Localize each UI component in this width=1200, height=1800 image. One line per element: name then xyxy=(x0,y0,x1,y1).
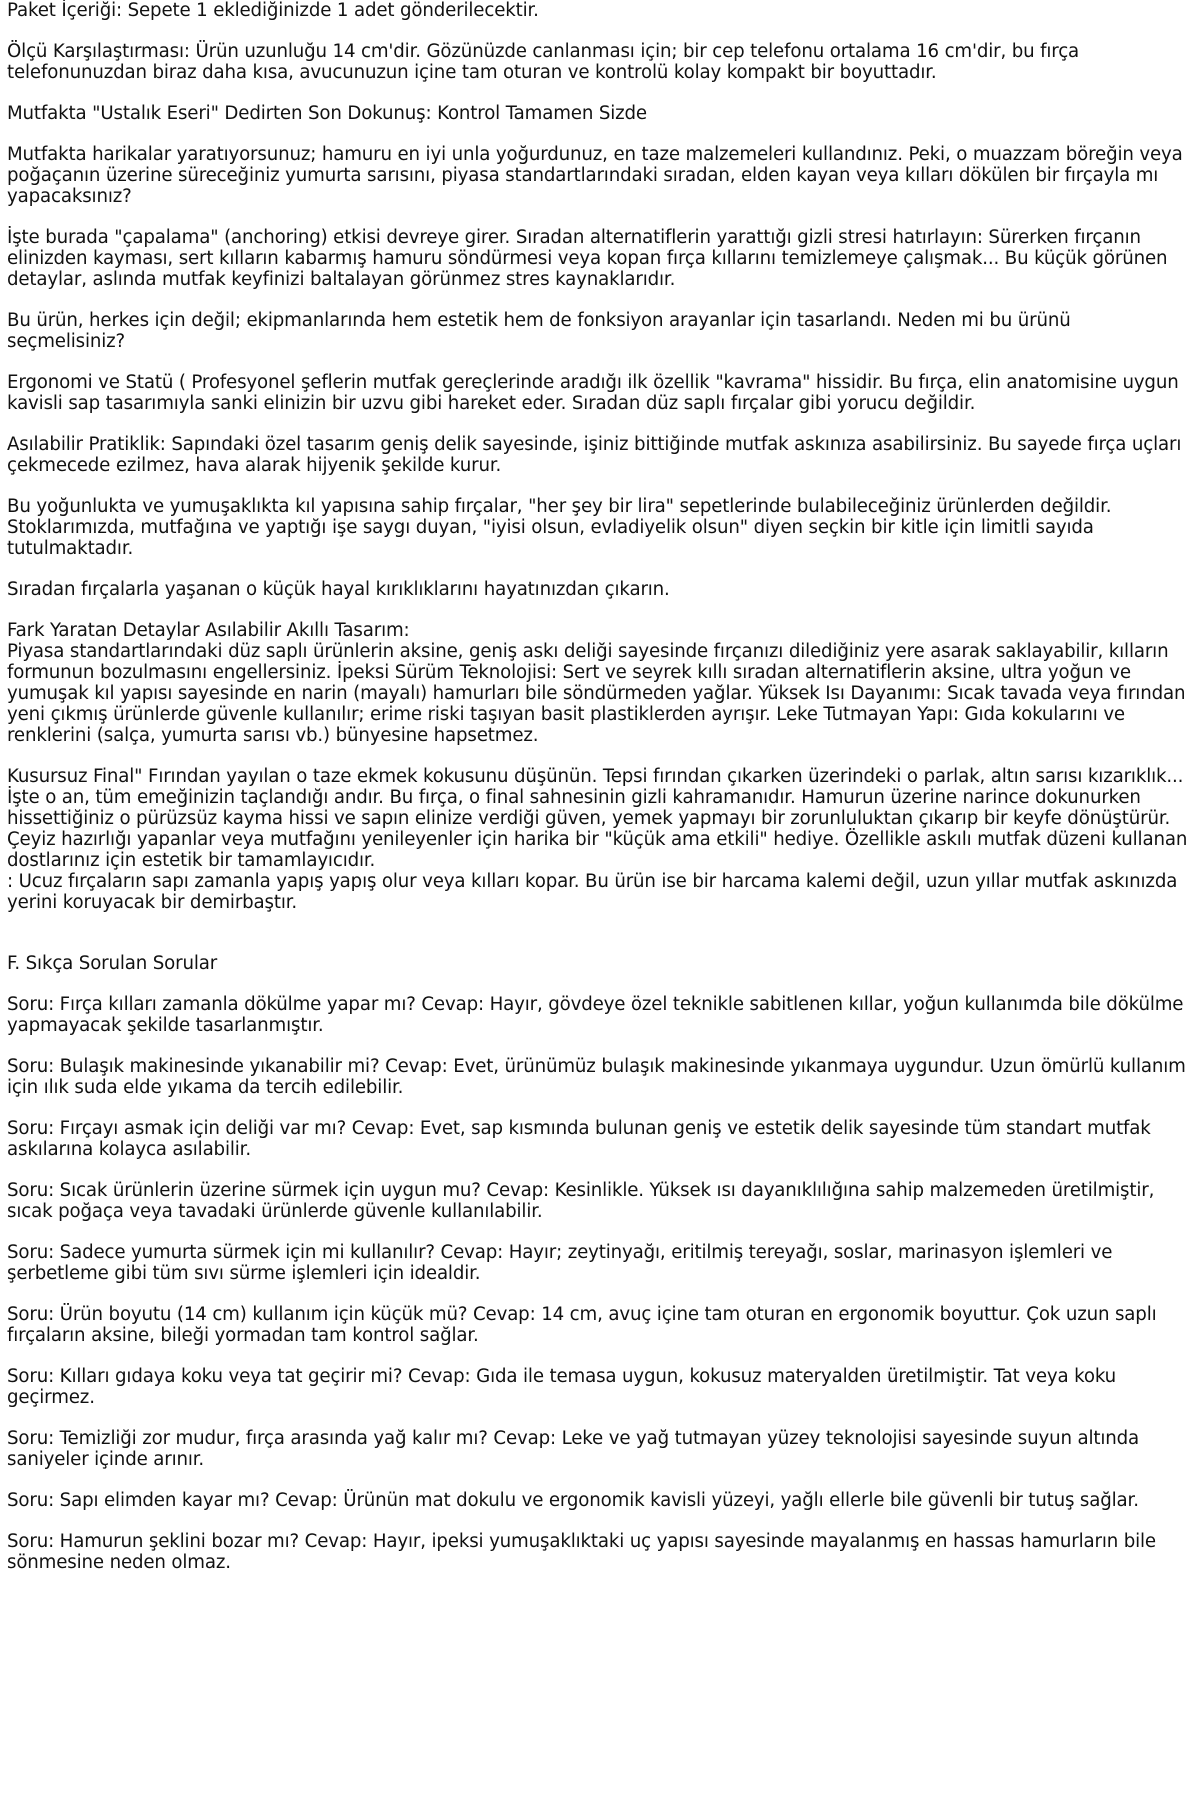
size-comparison: Ölçü Karşılaştırması: Ürün uzunluğu 14 cm'dir. Gözünüzde canlanması için; bir cep telefonu ortalama 16 cm'dir, bu fırça telefonunuzdan biraz daha kısa, avucunuzun içine tam oturan ve kontrolü kolay kompakt bir boyuttadır. xyxy=(7,41,1080,83)
paragraph-ergonomics: Ergonomi ve Statü ( Profesyonel şeflerin mutfak gereçlerinde aradığı ilk özellik "kavrama" hissidir. Bu fırça, elin anatomisine uygun kavisli sap tasarımıyla sanki elinizin bir uzvu gibi hareket eder. Sıradan düz saplı fırçalar gibi yorucu değildir. xyxy=(7,372,1179,414)
paragraph-closing: Sıradan fırçalarla yaşanan o küçük hayal kırıklıklarını hayatınızdan çıkarın. xyxy=(7,579,670,600)
details-body: Piyasa standartlarındaki düz saplı ürünlerin aksine, geniş askı deliği sayesinde fırçanızı dilediğiniz yere asarak saklayabilir, kılların formunun bozulmasını engellersiniz. İpeksi Sürüm Teknolojisi: Sert ve seyrek kıllı sıradan alternatiflerin aksine, ultra yoğun ve yumuşak kıl yapısı sayesinde en narin (mayalı) hamurları bile söndürmeden yağlar. Yüksek Isı Dayanımı: Sıcak tavada veya fırından yeni çıkmış ürünlerde güvenle kullanılır; erime riski taşıyan basit plastiklerden ayrışır. Leke Tutmayan Yapı: Gıda kokularını ve renklerini (salça, yumurta sarısı vb.) bünyesine hapsetmez. xyxy=(7,641,1186,746)
paragraph-audience: Bu ürün, herkes için değil; ekipmanlarında hem estetik hem de fonksiyon arayanlar için tasarlandı. Neden mi bu ürünü seçmelisiniz? xyxy=(7,310,1071,352)
faq-heading: F. Sıkça Sorulan Sorular xyxy=(7,953,218,974)
durability-paragraph: : Ucuz fırçaların sapı zamanla yapış yapış olur veya kılları kopar. Bu ürün ise bir harcama kalemi değil, uzun yıllar mutfak askınızda yerini koruyacak bir demirbaştır. xyxy=(7,871,1178,913)
details-heading: Fark Yaratan Detaylar Asılabilir Akıllı Tasarım: xyxy=(7,620,410,641)
faq-item: Soru: Sıcak ürünlerin üzerine sürmek için uygun mu? Cevap: Kesinlikle. Yüksek ısı dayanıklılığına sahip malzemeden üretilmiştir, sıcak poğaça veya tavadaki ürünlerde güvenle kullanılabilir. xyxy=(7,1180,1155,1222)
section-headline: Mutfakta "Ustalık Eseri" Dedirten Son Dokunuş: Kontrol Tamamen Sizde xyxy=(7,103,647,124)
faq-item: Soru: Ürün boyutu (14 cm) kullanım için küçük mü? Cevap: 14 cm, avuç içine tam oturan en ergonomik boyuttur. Çok uzun saplı fırçaların aksine, bileği yormadan tam kontrol sağlar. xyxy=(7,1304,1157,1346)
faq-item: Soru: Fırça kılları zamanla dökülme yapar mı? Cevap: Hayır, gövdeye özel teknikle sabitlenen kıllar, yoğun kullanımda bile dökülme yapmayacak şekilde tasarlanmıştır. xyxy=(7,994,1184,1036)
gift-paragraph: Çeyiz hazırlığı yapanlar veya mutfağını yenileyenler için harika bir "küçük ama etkili" hediye. Özellikle askılı mutfak düzeni kullanan dostlarınız için estetik bir tamamlayıcıdır. xyxy=(7,829,1188,871)
faq-item: Soru: Hamurun şeklini bozar mı? Cevap: Hayır, ipeksi yumuşaklıktaki uç yapısı sayesinde mayalanmış en hassas hamurların bile sönmesine neden olmaz. xyxy=(7,1531,1156,1573)
package-contents: Paket İçeriği: Sepete 1 eklediğinizde 1 adet gönderilecektir. xyxy=(7,0,539,21)
faq-item: Soru: Sadece yumurta sürmek için mi kullanılır? Cevap: Hayır; zeytinyağı, eritilmiş tereyağı, soslar, marinasyon işlemleri ve şerbetleme gibi tüm sıvı sürme işlemleri için idealdir. xyxy=(7,1242,1113,1284)
faq-item: Soru: Bulaşık makinesinde yıkanabilir mi? Cevap: Evet, ürünümüz bulaşık makinesinde yıkanmaya uygundur. Uzun ömürlü kullanım için ılık suda elde yıkama da tercih edilebilir. xyxy=(7,1056,1186,1098)
faq-item: Soru: Temizliği zor mudur, fırça arasında yağ kalır mı? Cevap: Leke ve yağ tutmayan yüzey teknolojisi sayesinde suyun altında saniyeler içinde arınır. xyxy=(7,1428,1140,1470)
paragraph-intro: Mutfakta harikalar yaratıyorsunuz; hamuru en iyi unla yoğurdunuz, en taze malzemeleri kullandınız. Peki, o muazzam böreğin veya poğaçanın üzerine süreceğiniz yumurta sarısını, piyasa standartlarındaki sıradan, elden kayan veya kılları dökülen bir fırçayla mı yapacaksınız? xyxy=(7,144,1183,207)
final-paragraph: Kusursuz Final" Fırından yayılan o taze ekmek kokusunu düşünün. Tepsi fırından çıkarken üzerindeki o parlak, altın sarısı kızarıklık... İşte o an, tüm emeğinizin taçlandığı andır. Bu fırça, o final sahnesinin gizli kahramanıdır. Hamurun üzerine narince dokunurken hissettiğiniz o pürüzsüz kayma hissi ve sapın elinize verdiği güven, yemek yapmayı bir zorunluluktan çıkarıp bir keyfe dönüştürür. xyxy=(7,766,1184,829)
paragraph-anchoring: İşte burada "çapalama" (anchoring) etkisi devreye girer. Sıradan alternatiflerin yarattığı gizli stresi hatırlayın: Sürerken fırçanın elinizden kayması, sert kılların kabarmış hamuru söndürmesi veya kopan fırça kıllarını temizlemeye çalışmak... Bu küçük görünen detaylar, aslında mutfak keyfinizi baltalayan görünmez stres kaynaklarıdır. xyxy=(7,227,1168,290)
paragraph-hangable: Asılabilir Pratiklik: Sapındaki özel tasarım geniş delik sayesinde, işiniz bittiğinde mutfak askınıza asabilirsiniz. Bu sayede fırça uçları çekmecede ezilmez, hava alarak hijyenik şekilde kurur. xyxy=(7,434,1182,476)
faq-item: Soru: Kılları gıdaya koku veya tat geçirir mi? Cevap: Gıda ile temasa uygun, kokusuz materyalden üretilmiştir. Tat veya koku geçirmez. xyxy=(7,1366,1117,1408)
paragraph-exclusivity: Bu yoğunlukta ve yumuşaklıkta kıl yapısına sahip fırçalar, "her şey bir lira" sepetlerinde bulabileceğiniz ürünlerden değildir. Stoklarımızda, mutfağına ve yaptığı işe saygı duyan, "iyisi olsun, evladiyelik olsun" diyen seçkin bir kitle için limitli sayıda tutulmaktadır. xyxy=(7,496,1112,559)
faq-item: Soru: Sapı elimden kayar mı? Cevap: Ürünün mat dokulu ve ergonomik kavisli yüzeyi, yağlı ellerle bile güvenli bir tutuş sağlar. xyxy=(7,1490,1139,1511)
faq-item: Soru: Fırçayı asmak için deliği var mı? Cevap: Evet, sap kısmında bulunan geniş ve estetik delik sayesinde tüm standart mutfak askılarına kolayca asılabilir. xyxy=(7,1118,1151,1160)
